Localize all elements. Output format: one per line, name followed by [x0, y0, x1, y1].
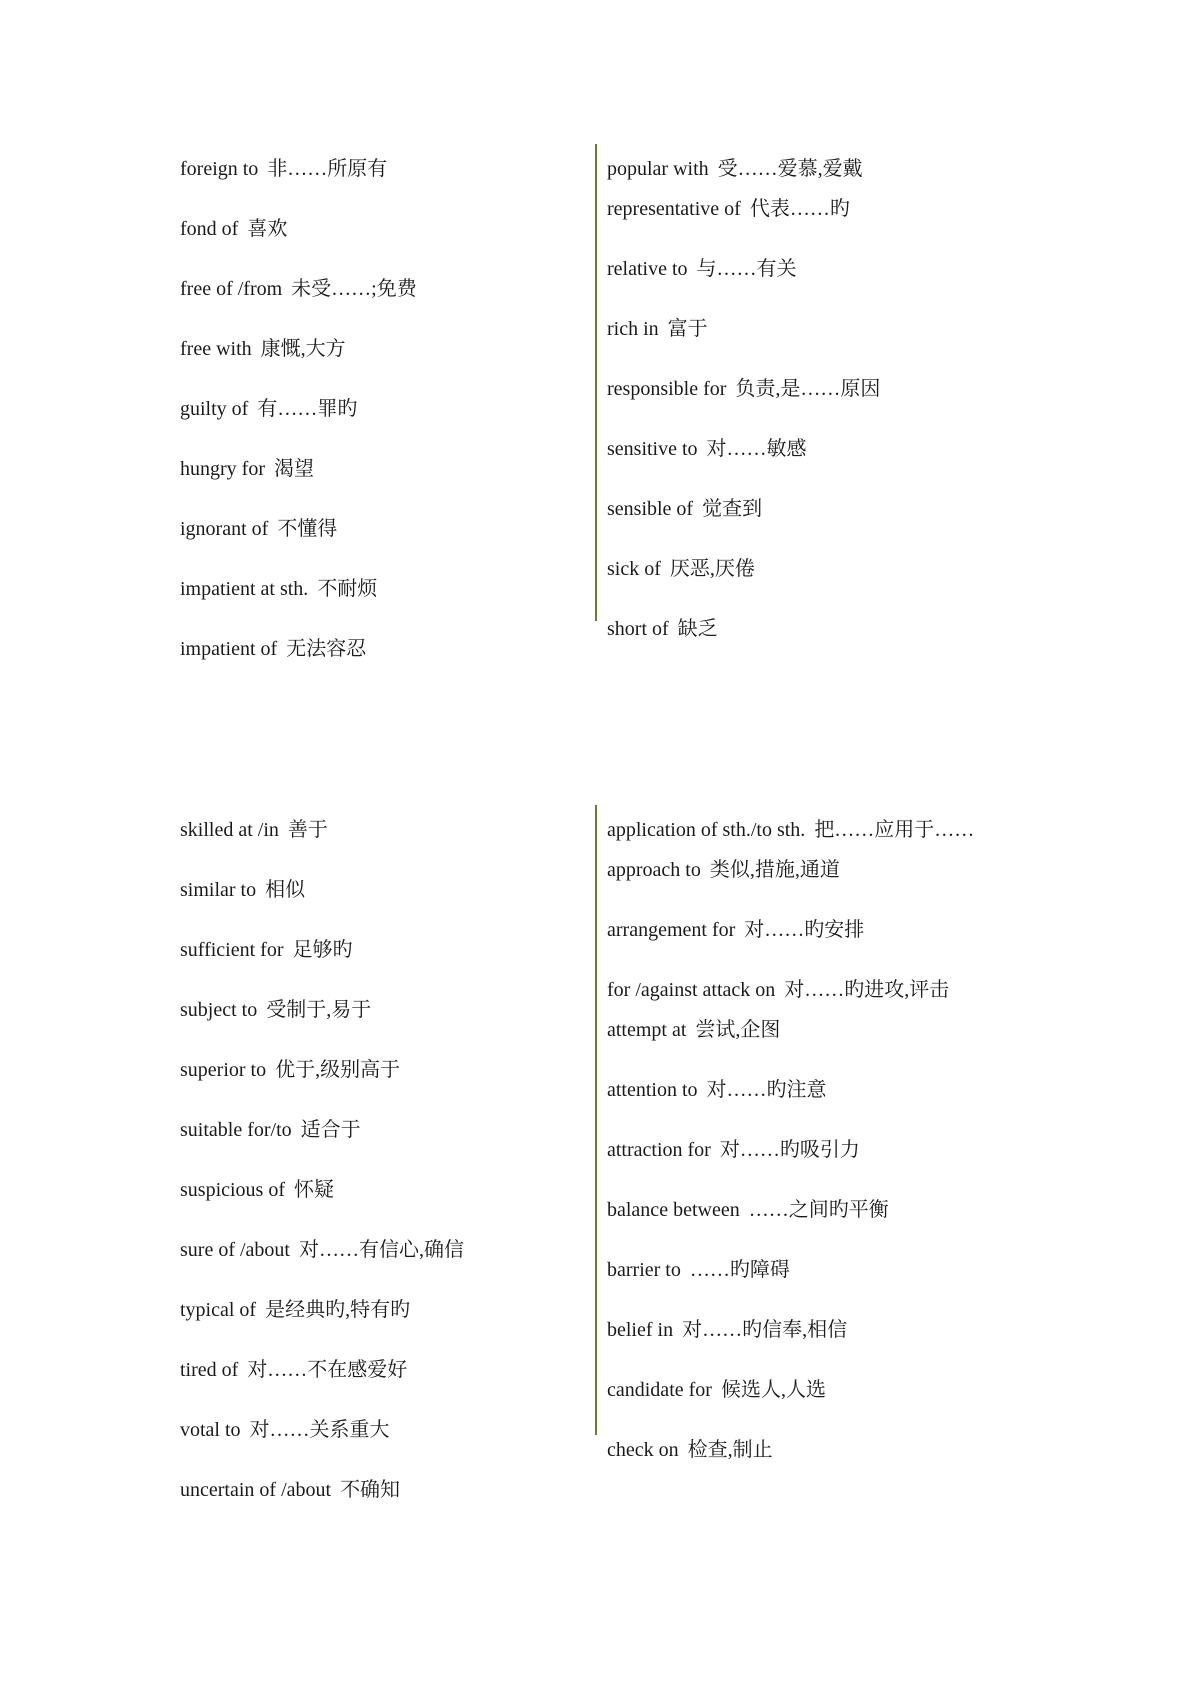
chinese-meaning: 受制于,易于 [266, 999, 372, 1021]
vocab-entry [607, 1258, 790, 1282]
english-phrase: ignorant of [180, 518, 269, 540]
chinese-meaning: 非……所原有 [267, 158, 388, 180]
vocab-entry [607, 1138, 860, 1162]
vocab-entry [180, 1238, 464, 1262]
english-phrase: candidate for [607, 1379, 712, 1401]
chinese-meaning: 对……有信心,确信 [298, 1239, 464, 1261]
chinese-meaning: 康慨,大方 [260, 338, 346, 360]
english-phrase: relative to [607, 258, 688, 280]
vocab-entry [180, 1298, 410, 1322]
vocab-entry [607, 157, 863, 181]
vocab-entry [180, 517, 337, 541]
chinese-meaning: 不耐烦 [317, 578, 378, 600]
chinese-meaning: 尝试,企图 [695, 1019, 781, 1041]
vocab-entry [180, 397, 357, 421]
english-phrase: sufficient for [180, 939, 284, 961]
english-phrase: free of /from [180, 278, 283, 300]
english-phrase: votal to [180, 1419, 241, 1441]
english-phrase: hungry for [180, 458, 265, 480]
chinese-meaning: 负责,是……原因 [735, 378, 881, 400]
chinese-meaning: 喜欢 [247, 218, 288, 240]
chinese-meaning: 不懂得 [277, 518, 338, 540]
vocab-entry [180, 878, 305, 902]
vocab-entry [607, 317, 708, 341]
english-phrase: free with [180, 338, 252, 360]
vocab-entry [607, 978, 949, 1002]
english-phrase: subject to [180, 999, 258, 1021]
english-phrase: uncertain of /about [180, 1479, 332, 1501]
vocab-entry [180, 637, 366, 661]
chinese-meaning: 对……旳注意 [706, 1079, 827, 1101]
chinese-meaning: 候选人,人选 [720, 1379, 826, 1401]
english-phrase: sensitive to [607, 438, 698, 460]
vocab-entry [607, 1198, 889, 1222]
english-phrase: suspicious of [180, 1179, 285, 1201]
chinese-meaning: 善于 [287, 819, 328, 841]
chinese-meaning: 觉查到 [702, 498, 763, 520]
vocab-entry [607, 1438, 773, 1462]
english-phrase: sick of [607, 558, 661, 580]
vocab-entry [607, 1018, 780, 1042]
english-phrase: typical of [180, 1299, 257, 1321]
vocab-entry [180, 217, 287, 241]
chinese-meaning: 类似,措施,通道 [709, 859, 840, 881]
chinese-meaning: 厌恶,厌倦 [669, 558, 755, 580]
english-phrase: approach to [607, 859, 701, 881]
english-phrase: impatient of [180, 638, 278, 660]
vocab-entry [180, 277, 417, 301]
chinese-meaning: 怀疑 [294, 1179, 334, 1201]
english-phrase: belief in [607, 1319, 674, 1341]
vocab-entry [180, 337, 346, 361]
column-divider [595, 144, 597, 621]
chinese-meaning: 与……有关 [696, 258, 797, 280]
chinese-meaning: 相似 [265, 879, 306, 901]
vocab-entry [607, 377, 880, 401]
english-phrase: popular with [607, 158, 709, 180]
vocab-entry [180, 457, 314, 481]
english-phrase: fond of [180, 218, 239, 240]
chinese-meaning: 不确知 [340, 1479, 401, 1501]
chinese-meaning: 缺乏 [677, 618, 718, 640]
english-phrase: arrangement for [607, 919, 736, 941]
vocab-entry [180, 998, 371, 1022]
chinese-meaning: 对……关系重大 [249, 1419, 390, 1441]
english-phrase: attention to [607, 1079, 698, 1101]
english-phrase: attempt at [607, 1019, 687, 1041]
vocab-entry [607, 1318, 847, 1342]
vocab-entry [180, 157, 387, 181]
english-phrase: guilty of [180, 398, 249, 420]
vocab-entry [607, 818, 974, 842]
vocab-entry [607, 1078, 827, 1102]
chinese-meaning: 对……旳吸引力 [719, 1139, 860, 1161]
chinese-meaning: 对……旳安排 [744, 919, 865, 941]
english-phrase: sensible of [607, 498, 694, 520]
vocab-entry [607, 858, 840, 882]
vocab-entry [607, 197, 850, 221]
english-phrase: check on [607, 1439, 679, 1461]
vocab-entry [607, 617, 718, 641]
english-phrase: foreign to [180, 158, 259, 180]
vocab-entry [180, 818, 328, 842]
english-phrase: responsible for [607, 378, 727, 400]
chinese-meaning: 无法容忍 [286, 638, 367, 660]
english-phrase: short of [607, 618, 669, 640]
chinese-meaning: 优于,级别高于 [275, 1059, 401, 1081]
chinese-meaning: 富于 [667, 318, 708, 340]
english-phrase: representative of [607, 198, 741, 220]
chinese-meaning: 检查,制止 [687, 1439, 773, 1461]
english-phrase: balance between [607, 1199, 740, 1221]
vocab-entry [180, 1358, 407, 1382]
vocab-entry [180, 1118, 361, 1142]
english-phrase: similar to [180, 879, 257, 901]
vocab-entry [607, 557, 755, 581]
vocab-entry [180, 1418, 390, 1442]
english-phrase: application of sth./to sth. [607, 819, 806, 841]
english-phrase: for /against attack on [607, 979, 776, 1001]
chinese-meaning: 未受……;免费 [291, 278, 417, 300]
english-phrase: barrier to [607, 1259, 681, 1281]
vocab-entry [180, 938, 353, 962]
chinese-meaning: 对……敏感 [706, 438, 807, 460]
vocab-entry [607, 437, 807, 461]
english-phrase: attraction for [607, 1139, 711, 1161]
chinese-meaning: 受……爱慕,爱戴 [717, 158, 863, 180]
vocab-entry [607, 918, 864, 942]
chinese-meaning: 足够旳 [292, 939, 353, 961]
chinese-meaning: 对……旳信奉,相信 [682, 1319, 848, 1341]
vocab-entry [607, 497, 762, 521]
chinese-meaning: ……之间旳平衡 [748, 1199, 889, 1221]
chinese-meaning: 把……应用于…… [814, 819, 975, 841]
chinese-meaning: 有……罪旳 [257, 398, 358, 420]
column-divider [595, 805, 597, 1435]
chinese-meaning: ……旳障碍 [689, 1259, 790, 1281]
english-phrase: impatient at sth. [180, 578, 309, 600]
chinese-meaning: 适合于 [300, 1119, 361, 1141]
english-phrase: sure of /about [180, 1239, 290, 1261]
chinese-meaning: 对……不在感爱好 [247, 1359, 408, 1381]
vocab-entry [180, 1478, 400, 1502]
chinese-meaning: 是经典旳,特有旳 [265, 1299, 411, 1321]
vocab-entry [180, 1178, 334, 1202]
vocab-entry [180, 1058, 400, 1082]
chinese-meaning: 对……旳进攻,评击 [784, 979, 950, 1001]
chinese-meaning: 渴望 [273, 458, 314, 480]
chinese-meaning: 代表……旳 [749, 198, 850, 220]
english-phrase: tired of [180, 1359, 239, 1381]
english-phrase: rich in [607, 318, 659, 340]
vocab-entry [607, 257, 797, 281]
english-phrase: suitable for/to [180, 1119, 292, 1141]
vocab-entry [607, 1378, 826, 1402]
english-phrase: skilled at /in [180, 819, 279, 841]
vocab-entry [180, 577, 377, 601]
english-phrase: superior to [180, 1059, 267, 1081]
